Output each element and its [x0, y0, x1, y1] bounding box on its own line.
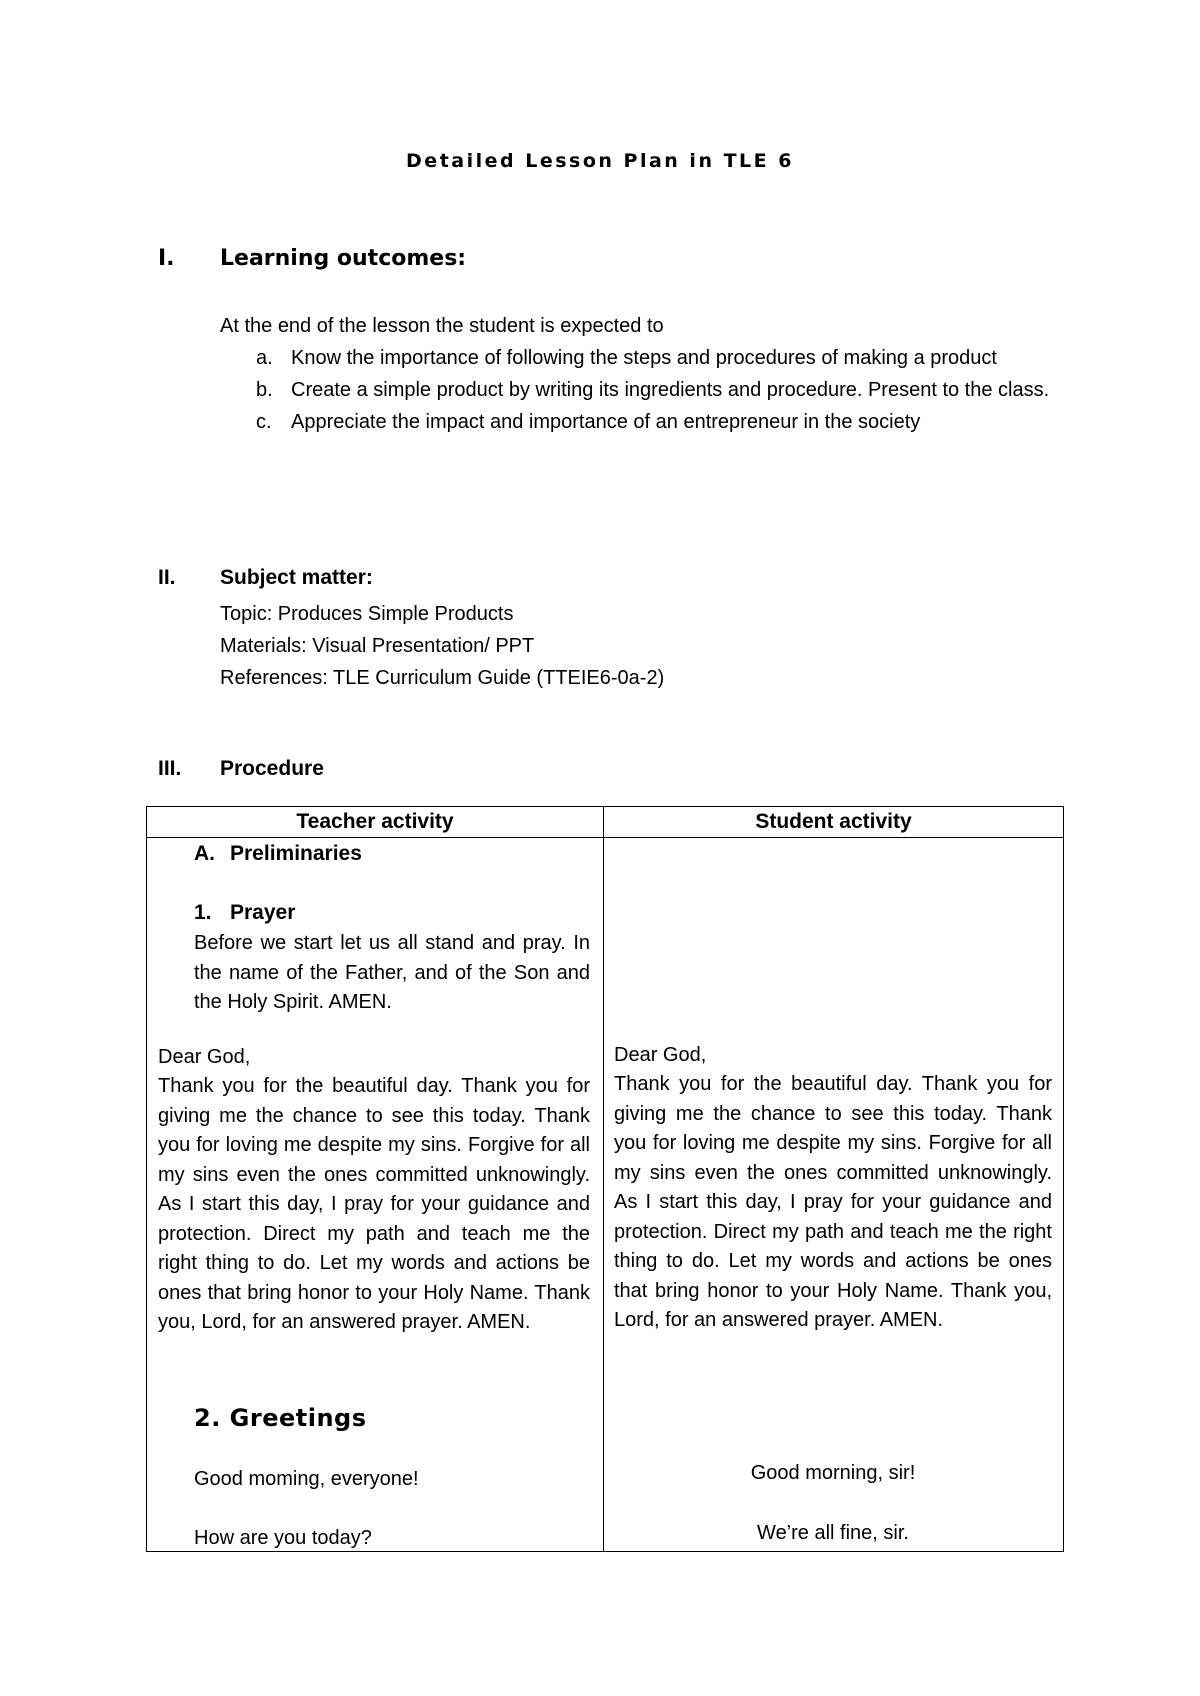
- list-item-text: Know the importance of following the steps and procedures of making a product: [291, 347, 997, 369]
- student-activity-header: Student activity: [604, 807, 1064, 838]
- references-line: References: TLE Curriculum Guide (TTEIE6-0a-2): [220, 667, 665, 689]
- materials-line: Materials: Visual Presentation/ PPT: [220, 635, 535, 657]
- preliminaries-label: Preliminaries: [230, 842, 362, 865]
- student-prayer-body: Thank you for the beautiful day. Thank you for giving me the chance to see this today. Thank you for loving me despite my sins. Forgive for all my sins even the ones committed unknowingly. As I start this day, I pray for your guidance and protection. Direct my path and teach me the right thing to do. Let my words and actions be ones that bring honor to your Holy Name. Thank you, Lord, for an answered prayer. AMEN.: [614, 1073, 1052, 1331]
- table-row: [147, 838, 1064, 1552]
- preliminaries-heading: [194, 842, 362, 866]
- section-number: III.: [158, 757, 182, 780]
- section-procedure-heading: [158, 757, 324, 781]
- teacher-activity-header: Teacher activity: [147, 807, 604, 838]
- document-title: Detailed Lesson Plan in TLE 6: [406, 150, 794, 172]
- list-item: [220, 342, 1050, 374]
- subject-matter-details: [220, 598, 664, 694]
- preliminaries-marker: A.: [194, 842, 215, 865]
- outcomes-intro: At the end of the lesson the student is expected to: [220, 315, 664, 337]
- student-prayer-salutation: Dear God,: [614, 1044, 707, 1066]
- section-number: I.: [158, 246, 175, 271]
- teacher-prayer-body: Thank you for the beautiful day. Thank you for giving me the chance to see this today. Thank you for loving me despite my sins. Forgive for all my sins even the ones committed unknowingly. As I start this day, I pray for your guidance and protection. Direct my path and teach me the right thing to do. Let my words and actions be ones that bring honor to your Holy Name. Thank you, Lord, for an answered prayer. AMEN.: [158, 1075, 590, 1333]
- section-number: II.: [158, 566, 176, 589]
- table-header-row: [147, 807, 1064, 838]
- teacher-activity-cell: [147, 838, 604, 1552]
- section-learning-outcomes-heading: [158, 246, 466, 271]
- list-item: [220, 406, 1050, 438]
- prayer-intro: Before we start let us all stand and pray. In the name of the Father, and of the Son and the Holy Spirit. AMEN.: [194, 932, 590, 1013]
- list-item: [220, 374, 1050, 406]
- teacher-greeting-2: How are you today?: [194, 1527, 372, 1549]
- greetings-heading: 2. Greetings: [194, 1404, 367, 1432]
- list-marker: a.: [256, 347, 273, 369]
- teacher-greeting-1: Good moming, everyone!: [194, 1468, 419, 1490]
- list-item-text: Create a simple product by writing its ingredients and procedure. Present to the class.: [291, 379, 1050, 401]
- section-title: Learning outcomes:: [220, 246, 467, 271]
- list-marker: b.: [256, 379, 273, 401]
- section-title: Procedure: [220, 757, 324, 780]
- procedure-table: [146, 806, 1064, 1552]
- student-reply-2: We’re all fine, sir.: [757, 1522, 909, 1544]
- section-title: Subject matter:: [220, 566, 373, 589]
- outcomes-list: [220, 342, 1050, 438]
- topic-line: Topic: Produces Simple Products: [220, 603, 514, 625]
- teacher-prayer-salutation: Dear God,: [158, 1046, 251, 1068]
- prayer-marker: 1.: [194, 901, 212, 924]
- student-reply-1: Good morning, sir!: [750, 1462, 916, 1484]
- list-marker: c.: [256, 411, 272, 433]
- list-item-text: Appreciate the impact and importance of an entrepreneur in the society: [291, 411, 921, 433]
- student-activity-cell: [604, 838, 1064, 1552]
- prayer-heading: [194, 901, 295, 925]
- prayer-label: Prayer: [230, 901, 296, 924]
- section-subject-matter-heading: [158, 566, 373, 590]
